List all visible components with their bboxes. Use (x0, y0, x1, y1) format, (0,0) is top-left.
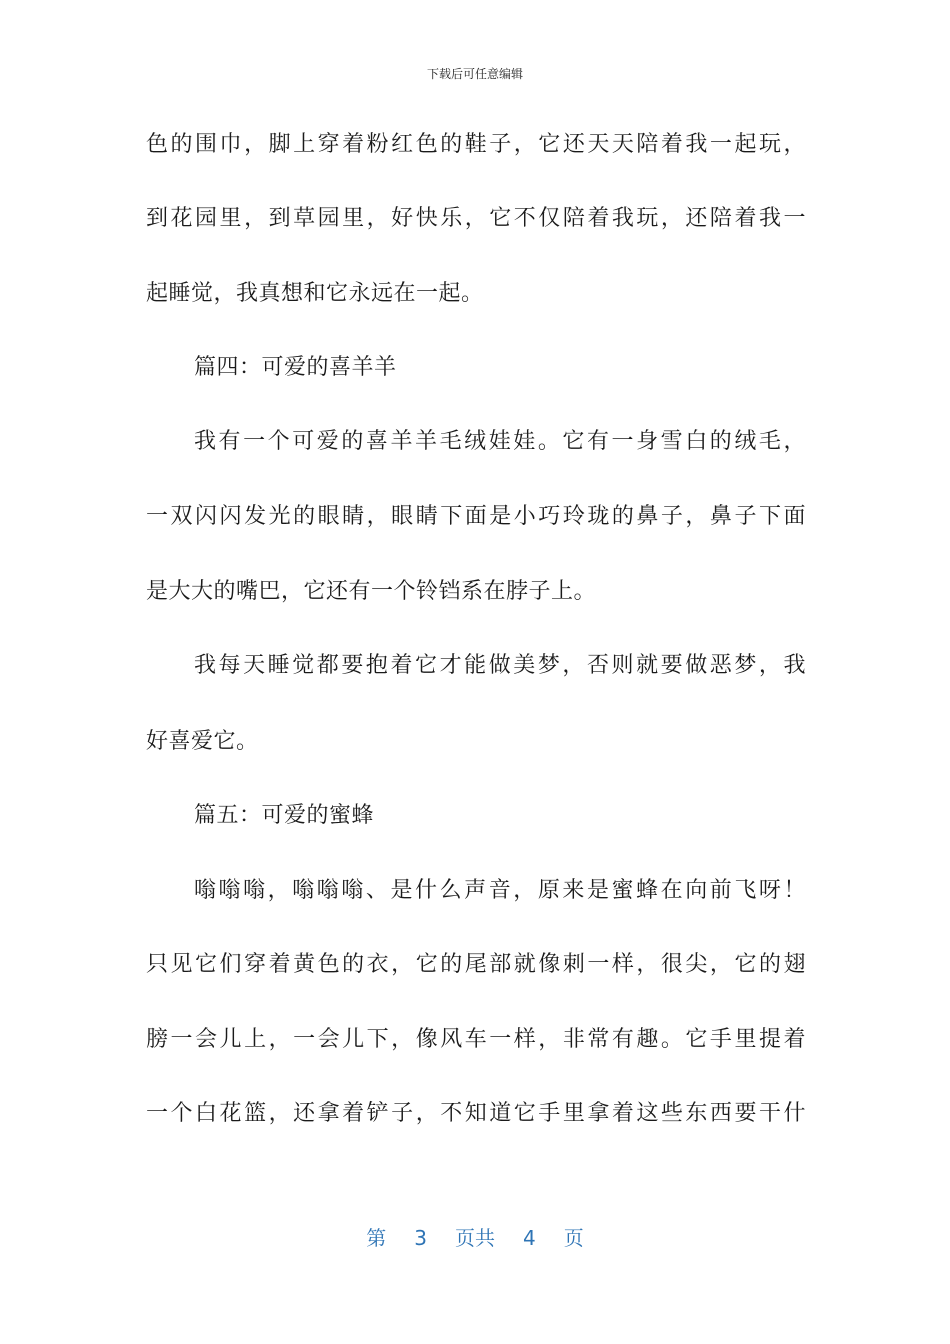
body-line: 嗡嗡嗡，嗡嗡嗡、是什么声音，原来是蜜蜂在向前飞呀！ (194, 878, 806, 903)
body-line: 色的围巾，脚上穿着粉红色的鞋子，它还天天陪着我一起玩， (146, 132, 806, 157)
body-line: 我每天睡觉都要抱着它才能做美梦，否则就要做恶梦，我 (194, 653, 806, 678)
body-line: 起睡觉，我真想和它永远在一起。 (146, 281, 484, 306)
footer-label-of: 页共 (455, 1226, 495, 1250)
section-heading-5: 篇五：可爱的蜜蜂 (194, 803, 375, 828)
body-line: 是大大的嘴巴，它还有一个铃铛系在脖子上。 (146, 579, 597, 604)
footer-label-page: 第 (366, 1226, 387, 1250)
section-heading-4: 篇四：可爱的喜羊羊 (194, 355, 397, 380)
body-line: 我有一个可爱的喜羊羊毛绒娃娃。它有一身雪白的绒毛， (194, 429, 806, 454)
body-line: 一双闪闪发光的眼睛，眼睛下面是小巧玲珑的鼻子，鼻子下面 (146, 504, 806, 529)
page-footer (0, 1224, 950, 1252)
body-line: 只见它们穿着黄色的衣，它的尾部就像刺一样，很尖，它的翅 (146, 952, 806, 977)
footer-total-pages: 4 (523, 1226, 536, 1250)
body-line: 膀一会儿上，一会儿下，像风车一样，非常有趣。它手里提着 (146, 1027, 806, 1052)
footer-label-page-end: 页 (563, 1226, 584, 1250)
body-line: 一个白花篮，还拿着铲子，不知道它手里拿着这些东西要干什 (146, 1101, 806, 1126)
page-header: 下载后可任意编辑 (426, 67, 523, 81)
body-line: 到花园里，到草园里，好快乐，它不仅陪着我玩，还陪着我一 (146, 206, 806, 231)
body-line: 好喜爱它。 (146, 729, 259, 754)
footer-current-page: 3 (414, 1226, 427, 1250)
